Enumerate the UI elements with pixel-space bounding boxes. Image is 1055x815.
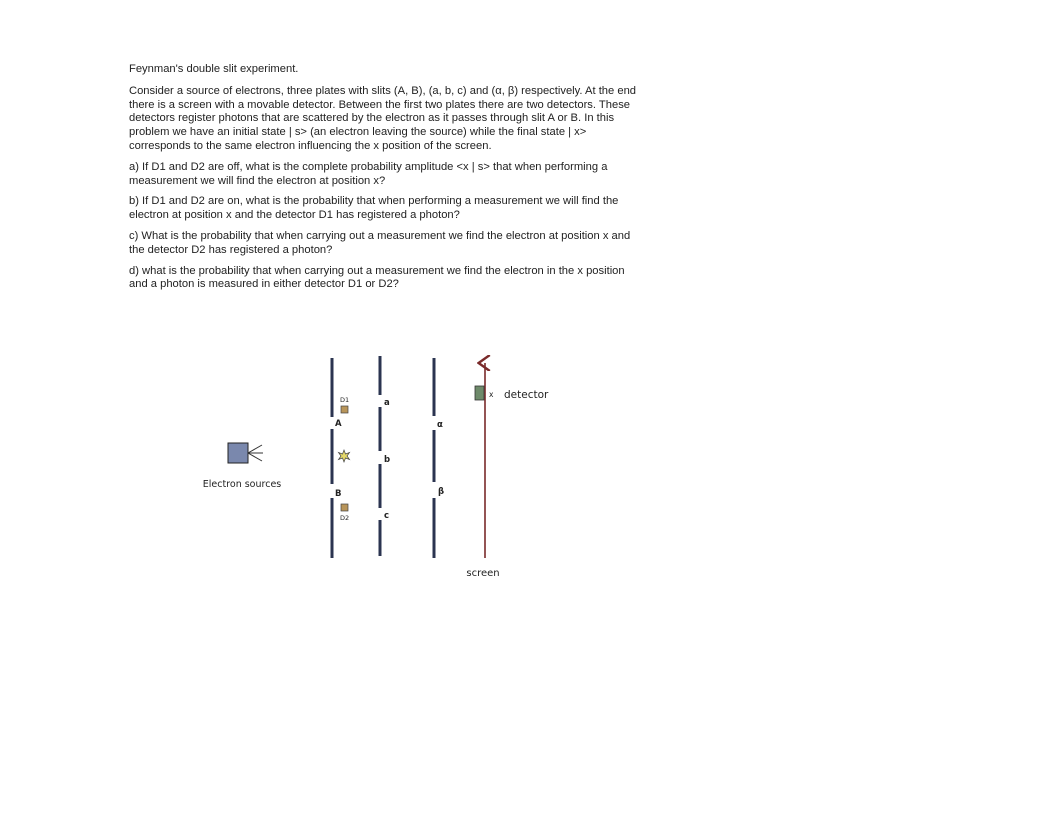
x-position-label: x [489,390,494,399]
d1-detector-icon [341,406,348,413]
problem-intro: Consider a source of electrons, three plates with slits (A, B), (a, b, c) and (α, β) respectively. At the end there is a screen with a movable detector. Between the first two plates there are two detectors. These detectors register photons that are scattered by the electron as it passes through slit A or B. In this problem we have an initial state | s> (an electron leaving the source) while the final state | x> corresponds to the same electron influencing the x position of the screen. [129,84,637,152]
question-c: c) What is the probability that when carrying out a measurement we find the electron at position x and the detector D2 has registered a photon? [129,229,631,256]
electron-source [228,443,263,463]
emission-ray [248,453,262,461]
slit-a-label: a [384,398,390,408]
d2-detector-icon [341,504,348,511]
problem-text [129,63,644,292]
slit-alpha-label: α [437,420,443,430]
detector-label: detector [504,389,549,401]
question-b: b) If D1 and D2 are on, what is the probability that when performing a measurement we will find the electron at position x and the detector D1 has registered a photon? [129,195,619,222]
movable-detector-icon [475,386,484,400]
problem-title: Feynman's double slit experiment. [129,63,299,75]
slit-b-label: b [384,455,391,465]
slit-c-label: c [384,511,390,521]
emission-ray [248,445,262,453]
question-a: a) If D1 and D2 are off, what is the complete probability amplitude <x | s> that when performing a measurement we will find the electron at position x? [129,160,608,187]
question-d: d) what is the probability that when carrying out a measurement we find the electron in the x position and a photon is measured in either detector D1 or D2? [129,264,625,291]
electron-source-label: Electron sources [202,479,282,490]
photon-burst-icon [339,450,350,462]
electron-source-box [228,443,248,463]
slit-beta-label: β [438,487,445,497]
slit-A-label: A [335,419,342,429]
slit-B-label: B [335,489,342,499]
d2-label: D2 [340,514,350,522]
d1-label: D1 [340,396,350,404]
screen-label: screen [466,568,500,579]
